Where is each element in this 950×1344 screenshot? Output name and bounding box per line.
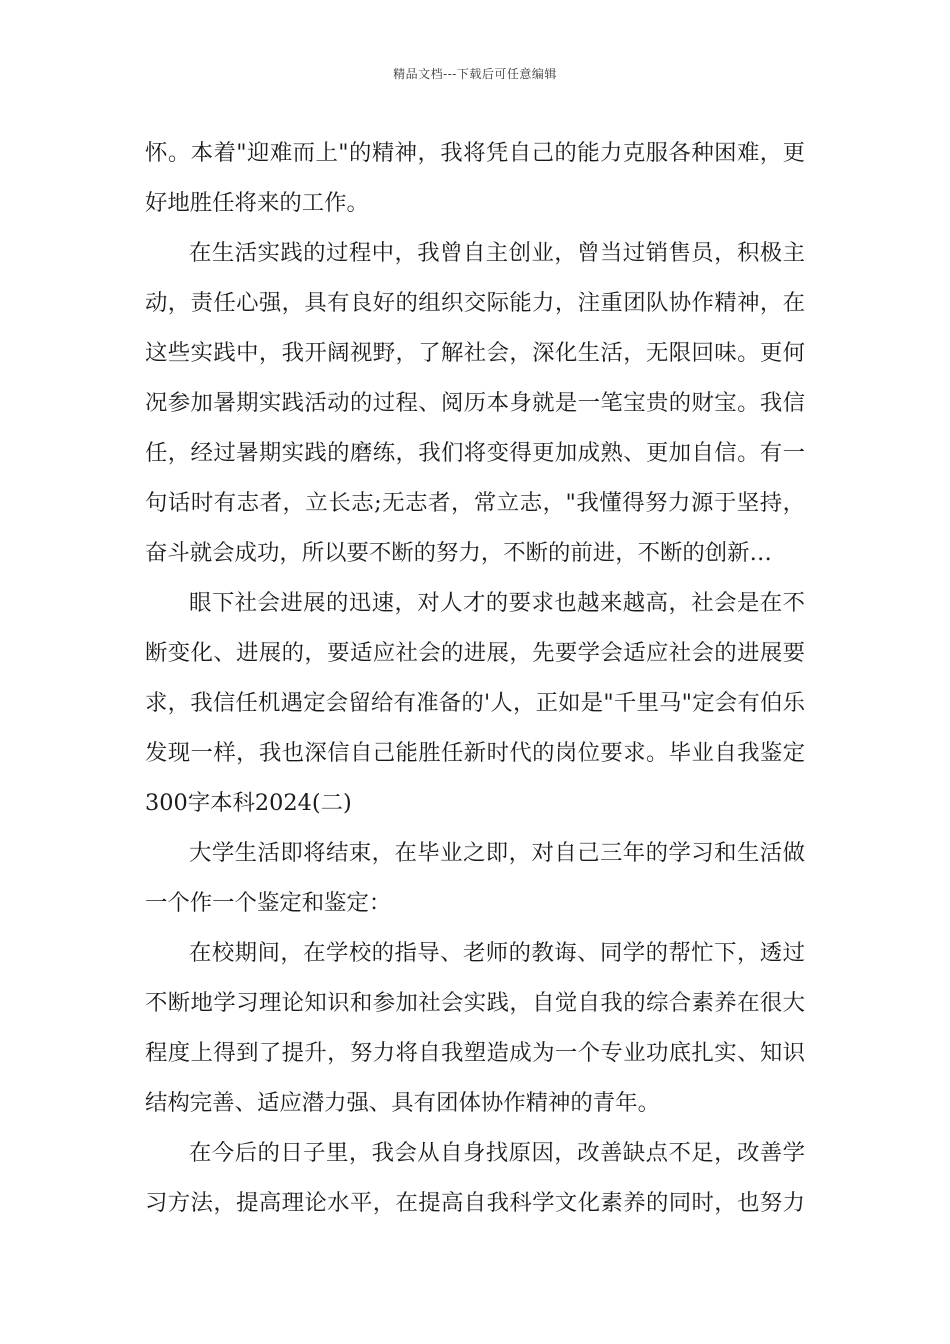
text-line: 怀。本着"迎难而上"的精神，我将凭自己的能力克服各种困难，更 [145, 140, 805, 166]
text-line: 程度上得到了提升，努力将自我塑造成为一个专业功底扎实、知识 [145, 1040, 805, 1066]
paragraph-first-line: 大学生活即将结束，在毕业之即，对自己三年的学习和生活做 [189, 840, 805, 866]
text-line: 奋斗就会成功，所以要不断的努力，不断的前进，不断的创新… [145, 540, 772, 566]
text-line: 一个作一个鉴定和鉴定： [145, 890, 392, 916]
text-line: 动，责任心强，具有良好的组织交际能力，注重团队协作精神，在 [145, 290, 805, 316]
text-line: 好地胜任将来的工作。 [145, 190, 369, 216]
text-line: 发现一样，我也深信自己能胜任新时代的岗位要求。毕业自我鉴定 [145, 740, 805, 766]
page-header: 精品文档---下载后可任意编辑 [393, 67, 557, 81]
text-line: 任，经过暑期实践的磨练，我们将变得更加成熟、更加自信。有一 [145, 440, 805, 466]
paragraph-first-line: 在生活实践的过程中，我曾自主创业，曾当过销售员，积极主 [189, 240, 805, 266]
text-line: 习方法，提高理论水平，在提高自我科学文化素养的同时，也努力 [145, 1190, 805, 1216]
text-line: 求，我信任机遇定会留给有准备的'人，正如是"千里马"定会有伯乐 [145, 690, 805, 716]
text-line: 结构完善、适应潜力强、具有团体协作精神的青年。 [145, 1090, 660, 1116]
paragraph-first-line: 在校期间，在学校的指导、老师的教诲、同学的帮忙下，透过 [189, 940, 805, 966]
paragraph-first-line: 在今后的日子里，我会从自身找原因，改善缺点不足，改善学 [189, 1140, 805, 1166]
text-line: 断变化、进展的，要适应社会的进展，先要学会适应社会的进展要 [145, 640, 805, 666]
text-line: 况参加暑期实践活动的过程、阅历本身就是一笔宝贵的财宝。我信 [145, 390, 805, 416]
text-line: 不断地学习理论知识和参加社会实践，自觉自我的综合素养在很大 [145, 990, 805, 1016]
paragraph-first-line: 眼下社会进展的迅速，对人才的要求也越来越高，社会是在不 [189, 590, 805, 616]
text-line: 这些实践中，我开阔视野，了解社会，深化生活，无限回味。更何 [145, 340, 805, 366]
text-line: 句话时有志者，立长志;无志者，常立志，"我懂得努力源于坚持， [145, 490, 805, 516]
section-title-line: 300字本科2024(二) [145, 790, 352, 816]
